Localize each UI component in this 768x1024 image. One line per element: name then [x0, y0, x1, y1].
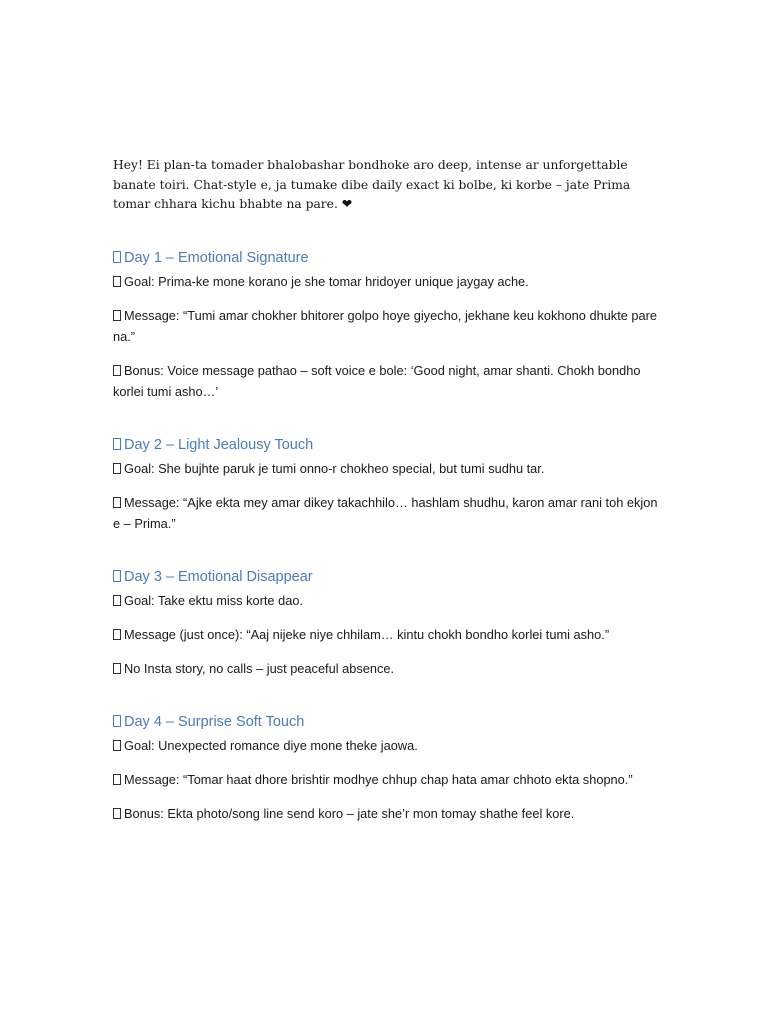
- intro-paragraph: [113, 156, 658, 215]
- day-3-goal: [113, 590, 658, 611]
- day-1-section: [113, 248, 658, 402]
- heart-icon: ❤: [341, 197, 353, 211]
- day-4-bonus: [113, 803, 658, 824]
- day-1-goal: [113, 271, 658, 292]
- day-2-goal: [113, 458, 658, 479]
- day-4-bonus-text: Bonus: Ekta photo/song line send koro – jate she’r mon tomay shathe feel kore.: [124, 805, 575, 821]
- day-4-message: [113, 769, 658, 790]
- day-4-goal: [113, 735, 658, 756]
- missing-glyph-icon: [113, 463, 121, 474]
- day-3-section: [113, 567, 658, 679]
- missing-glyph-icon: [113, 715, 121, 727]
- missing-glyph-icon: [113, 595, 121, 606]
- day-2-title: Day 2 – Light Jealousy Touch: [124, 436, 314, 453]
- day-2-message-text: Message: “Ajke ekta mey amar dikey takachhilo… hashlam shudhu, karon amar rani toh ekjon e – Prima.”: [113, 494, 658, 531]
- day-3-message: [113, 624, 658, 645]
- day-4-goal-text: Goal: Unexpected romance diye mone theke jaowa.: [124, 737, 418, 753]
- day-2-message: [113, 492, 658, 534]
- missing-glyph-icon: [113, 310, 121, 321]
- missing-glyph-icon: [113, 497, 121, 508]
- day-4-heading: [113, 712, 658, 732]
- day-3-note-text: No Insta story, no calls – just peaceful absence.: [124, 660, 395, 676]
- day-2-heading: [113, 435, 658, 455]
- missing-glyph-icon: [113, 629, 121, 640]
- day-1-bonus: [113, 360, 658, 402]
- missing-glyph-icon: [113, 438, 121, 450]
- day-4-title: Day 4 – Surprise Soft Touch: [124, 713, 305, 730]
- day-3-goal-text: Goal: Take ektu miss korte dao.: [124, 592, 304, 608]
- day-1-message-text: Message: “Tumi amar chokher bhitorer golpo hoye giyecho, jekhane keu kokhono dhukte pare na.”: [113, 307, 658, 344]
- day-3-note: [113, 658, 658, 679]
- missing-glyph-icon: [113, 251, 121, 263]
- missing-glyph-icon: [113, 740, 121, 751]
- intro-text: Hey! Ei plan-ta tomader bhalobashar bondhoke aro deep, intense ar unforgettable banate toiri. Chat-style e, ja tumake dibe daily exact ki bolbe, ki korbe – jate Prima tomar chhara kichu bhabte na pare.: [113, 158, 631, 211]
- day-1-goal-text: Goal: Prima-ke mone korano je she tomar hridoyer unique jaygay ache.: [124, 273, 529, 289]
- day-1-title: Day 1 – Emotional Signature: [124, 249, 309, 266]
- missing-glyph-icon: [113, 663, 121, 674]
- day-4-message-text: Message: “Tomar haat dhore brishtir modhye chhup chap hata amar chhoto ekta shopno.”: [124, 771, 633, 787]
- day-2-goal-text: Goal: She bujhte paruk je tumi onno-r chokheo special, but tumi sudhu tar.: [124, 460, 545, 476]
- missing-glyph-icon: [113, 808, 121, 819]
- document-page: [113, 156, 658, 857]
- day-1-message: [113, 305, 658, 347]
- day-1-bonus-text: Bonus: Voice message pathao – soft voice e bole: ‘Good night, amar shanti. Chokh bondho korlei tumi asho…’: [113, 362, 641, 399]
- missing-glyph-icon: [113, 365, 121, 376]
- day-3-message-text: Message (just once): “Aaj nijeke niye chhilam… kintu chokh bondho korlei tumi asho.”: [124, 626, 610, 642]
- day-4-section: [113, 712, 658, 824]
- missing-glyph-icon: [113, 276, 121, 287]
- day-1-heading: [113, 248, 658, 268]
- day-2-section: [113, 435, 658, 534]
- day-3-heading: [113, 567, 658, 587]
- day-3-title: Day 3 – Emotional Disappear: [124, 568, 313, 585]
- missing-glyph-icon: [113, 570, 121, 582]
- missing-glyph-icon: [113, 774, 121, 785]
